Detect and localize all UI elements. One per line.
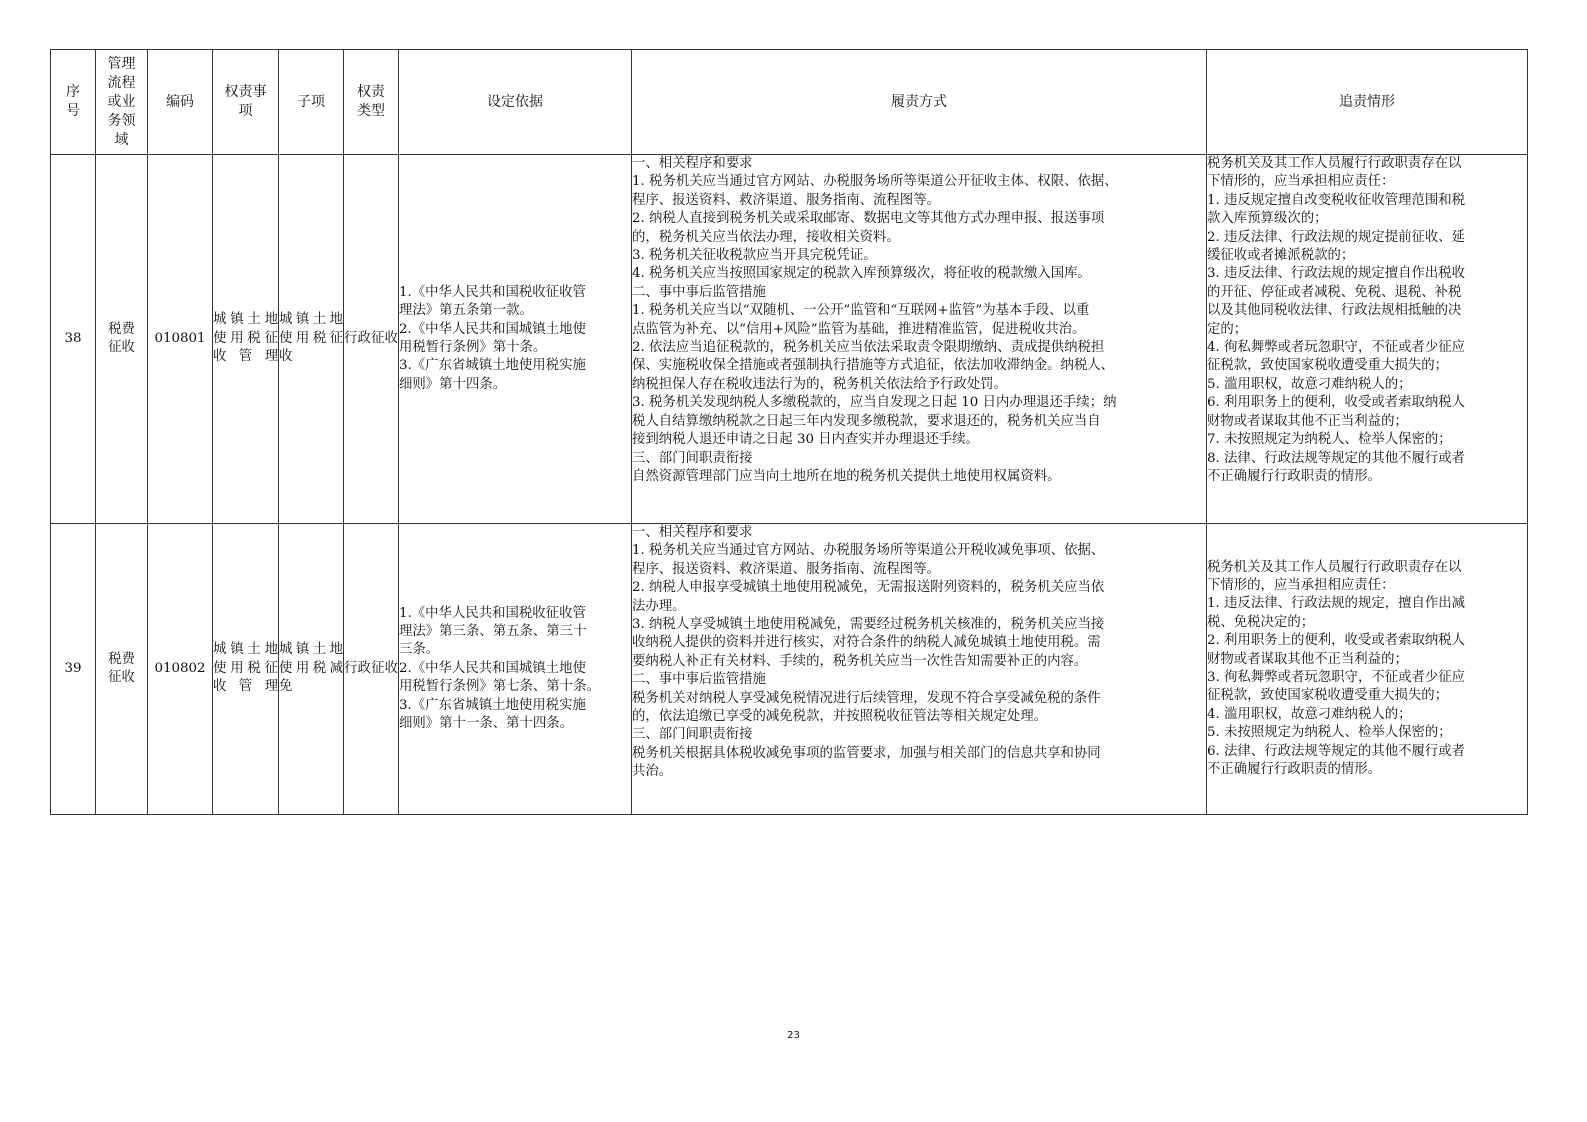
acct-line: 5. 滥用职权，故意刁难纳税人的； (1207, 376, 1412, 392)
acct-line: 征税款，致使国家税收遭受重大损失的； (1207, 688, 1449, 704)
duty-line: 收纳税人提供的资料并进行核实，对符合条件的纳税人减免城镇土地使用税。需 (632, 635, 1101, 651)
duty-line: 二、事中事后监管措施 (632, 672, 766, 688)
duty-line: 接到纳税人退还申请之日起 30 日内查实并办理退还手续。 (632, 432, 979, 448)
acct-line: 定的； (1207, 321, 1248, 337)
row-acct (1207, 524, 1528, 815)
row-type: 行政征收 (344, 524, 399, 815)
duty-line: 点监管为补充、以“信用+风险”监管为基础，推进精准监管，促进税收共治。 (632, 321, 1086, 337)
row-duty (632, 524, 1207, 815)
row-domain: 税费征收 (96, 155, 148, 524)
basis-line: 1.《中华人民共和国税收征收管 (399, 284, 586, 300)
acct-line: 下情形的，应当承担相应责任： (1207, 577, 1395, 593)
row-basis (399, 524, 632, 815)
duty-line: 程序、报送资料、救济渠道、服务指南、流程图等。 (632, 561, 940, 577)
acct-line: 2. 利用职务上的便利，收受或者索取纳税人 (1207, 633, 1466, 649)
duty-line: 一、相关程序和要求 (632, 525, 753, 540)
acct-line: 1. 违反法律、行政法规的规定，擅自作出减 (1207, 596, 1466, 612)
row-sub: 城镇土地使用税征收 (279, 155, 344, 524)
duty-line: 1. 税务机关应当通过官方网站、办税服务场所等渠道公开征收主体、权限、依据、 (632, 174, 1118, 190)
table-row (51, 155, 1528, 524)
duty-line: 2. 纳税人直接到税务机关或采取邮寄、数据电文等其他方式办理申报、报送事项 (632, 211, 1105, 227)
header-sub: 子项 (279, 50, 344, 155)
duty-line: 3. 税务机关征收税款应当开具完税凭证。 (632, 248, 877, 264)
basis-line: 理法》第五条第一款。 (399, 303, 533, 319)
acct-line: 税、免税决定的； (1207, 614, 1315, 630)
row-acct (1207, 155, 1528, 524)
basis-line: 用税暂行条例》第七条、第十条。 (399, 679, 600, 695)
row-item: 城镇土地使用税征收管理 (213, 155, 279, 524)
page-number: 23 (787, 1030, 800, 1041)
acct-line: 财物或者谋取其他不正当利益的； (1207, 651, 1408, 667)
basis-line: 2.《中华人民共和国城镇土地使 (399, 660, 586, 676)
duty-line: 1. 税务机关应当通过官方网站、办税服务场所等渠道公开税收减免事项、依据、 (632, 543, 1105, 559)
acct-line: 以及其他同税收法律、行政法规相抵触的决 (1207, 303, 1462, 319)
row-type: 行政征收 (344, 155, 399, 524)
duty-line: 2. 依法应当追征税款的，税务机关应当依法采取责令限期缴纳、责成提供纳税担 (632, 340, 1105, 356)
duty-line: 法办理。 (632, 598, 686, 614)
duty-line: 税人自结算缴纳税款之日起三年内发现多缴税款，要求退还的，税务机关应当自 (632, 413, 1101, 429)
acct-line: 税务机关及其工作人员履行行政职责存在以 (1207, 559, 1462, 575)
header-basis: 设定依据 (399, 50, 632, 155)
duty-line: 税务机关根据具体税收减免事项的监管要求，加强与相关部门的信息共享和协同 (632, 745, 1101, 761)
acct-line: 7. 未按照规定为纳税人、检举人保密的； (1207, 432, 1452, 448)
header-seq: 序号 (51, 50, 96, 155)
row-seq: 38 (51, 155, 96, 524)
acct-line: 的开征、停征或者减税、免税、退税、补税 (1207, 284, 1462, 300)
acct-line: 征税款，致使国家税收遭受重大损失的； (1207, 358, 1449, 374)
header-acct: 追责情形 (1207, 50, 1528, 155)
acct-line: 5. 未按照规定为纳税人、检举人保密的； (1207, 725, 1452, 741)
basis-line: 3.《广东省城镇土地使用税实施 (399, 697, 586, 713)
header-duty: 履责方式 (632, 50, 1207, 155)
acct-line: 缓征收或者摊派税款的； (1207, 248, 1355, 264)
duty-line: 3. 税务机关发现纳税人多缴税款的，应当自发现之日起 10 日内办理退还手续；纳 (632, 395, 1117, 411)
basis-line: 2.《中华人民共和国城镇土地使 (399, 321, 586, 337)
acct-line: 3. 徇私舞弊或者玩忽职守，不征或者少征应 (1207, 670, 1466, 685)
duty-line: 程序、报送资料、救济渠道、服务指南、流程图等。 (632, 192, 940, 208)
acct-line: 财物或者谋取其他不正当利益的； (1207, 413, 1408, 429)
basis-line: 3.《广东省城镇土地使用税实施 (399, 358, 586, 374)
duty-line: 的，税务机关应当依法办理，接收相关资料。 (632, 229, 900, 245)
row-item: 城镇土地使用税征收管理 (213, 524, 279, 815)
row-seq: 39 (51, 524, 96, 815)
basis-line: 细则》第十四条。 (399, 376, 507, 392)
acct-line: 2. 违反法律、行政法规的规定提前征收、延 (1207, 229, 1466, 245)
acct-line: 不正确履行行政职责的情形。 (1207, 762, 1382, 778)
duty-line: 的，依法追缴已享受的减免税款，并按照税收征管法等相关规定处理。 (632, 709, 1048, 725)
duty-line: 自然资源管理部门应当向土地所在地的税务机关提供土地使用权属资料。 (632, 468, 1061, 484)
header-code: 编码 (148, 50, 213, 155)
basis-line: 三条。 (399, 642, 440, 658)
duty-line: 三、部门间职责衔接 (632, 727, 753, 743)
duty-line: 3. 纳税人享受城镇土地使用税减免，需要经过税务机关核准的，税务机关应当接 (632, 617, 1105, 633)
acct-line: 不正确履行行政职责的情形。 (1207, 468, 1382, 484)
duty-line: 4. 税务机关应当按照国家规定的税款入库预算级次，将征收的税款缴入国库。 (632, 266, 1091, 282)
duty-line: 纳税担保人存在税收违法行为的，税务机关依法给予行政处罚。 (632, 376, 1007, 392)
duty-line: 保、实施税收保全措施或者强制执行措施等方式追征，依法加收滞纳金。纳税人、 (632, 358, 1115, 374)
acct-line: 款入库预算级次的； (1207, 211, 1328, 227)
acct-line: 4. 徇私舞弊或者玩忽职守，不征或者少征应 (1207, 340, 1466, 356)
header-item: 权责事项 (213, 50, 279, 155)
basis-line: 理法》第三条、第五条、第三十 (399, 623, 587, 639)
row-domain: 税费征收 (96, 524, 148, 815)
basis-line: 用税暂行条例》第十条。 (399, 340, 547, 355)
basis-line: 1.《中华人民共和国税收征收管 (399, 605, 586, 621)
table-header-row (51, 50, 1528, 155)
duty-line: 要纳税人补正有关材料、手续的，税务机关应当一次性告知需要补正的内容。 (632, 653, 1088, 669)
acct-line: 8. 法律、行政法规等规定的其他不履行或者 (1207, 450, 1466, 466)
table-row (51, 524, 1528, 815)
responsibility-table (50, 49, 1528, 815)
header-domain: 管理流程或业务领域 (96, 50, 148, 155)
acct-line: 下情形的，应当承担相应责任： (1207, 174, 1395, 190)
duty-line: 三、部门间职责衔接 (632, 450, 753, 466)
basis-line: 细则》第十一条、第十四条。 (399, 716, 574, 732)
row-basis (399, 155, 632, 524)
row-sub: 城镇土地使用税减免 (279, 524, 344, 815)
acct-line: 4. 滥用职权，故意刁难纳税人的； (1207, 706, 1412, 722)
acct-line: 3. 违反法律、行政法规的规定擅自作出税收 (1207, 266, 1466, 282)
duty-line: 一、相关程序和要求 (632, 156, 753, 171)
acct-line: 6. 利用职务上的便利，收受或者索取纳税人 (1207, 395, 1466, 411)
acct-line: 6. 法律、行政法规等规定的其他不履行或者 (1207, 743, 1466, 759)
acct-line: 1. 违反规定擅自改变税收征收管理范围和税 (1207, 192, 1466, 208)
acct-line: 税务机关及其工作人员履行行政职责存在以 (1207, 156, 1462, 171)
duty-line: 税务机关对纳税人享受减免税情况进行后续管理，发现不符合享受减免税的条件 (632, 690, 1101, 706)
row-duty (632, 155, 1207, 524)
row-code: 010801 (148, 155, 213, 524)
duty-line: 共治。 (632, 764, 673, 780)
duty-line: 1. 税务机关应当以“双随机、一公开”监管和“互联网+监管”为基本手段、以重 (632, 303, 1090, 319)
duty-line: 二、事中事后监管措施 (632, 284, 766, 300)
row-code: 010802 (148, 524, 213, 815)
duty-line: 2. 纳税人申报享受城镇土地使用税减免，无需报送附列资料的，税务机关应当依 (632, 580, 1105, 596)
header-type: 权责类型 (344, 50, 399, 155)
